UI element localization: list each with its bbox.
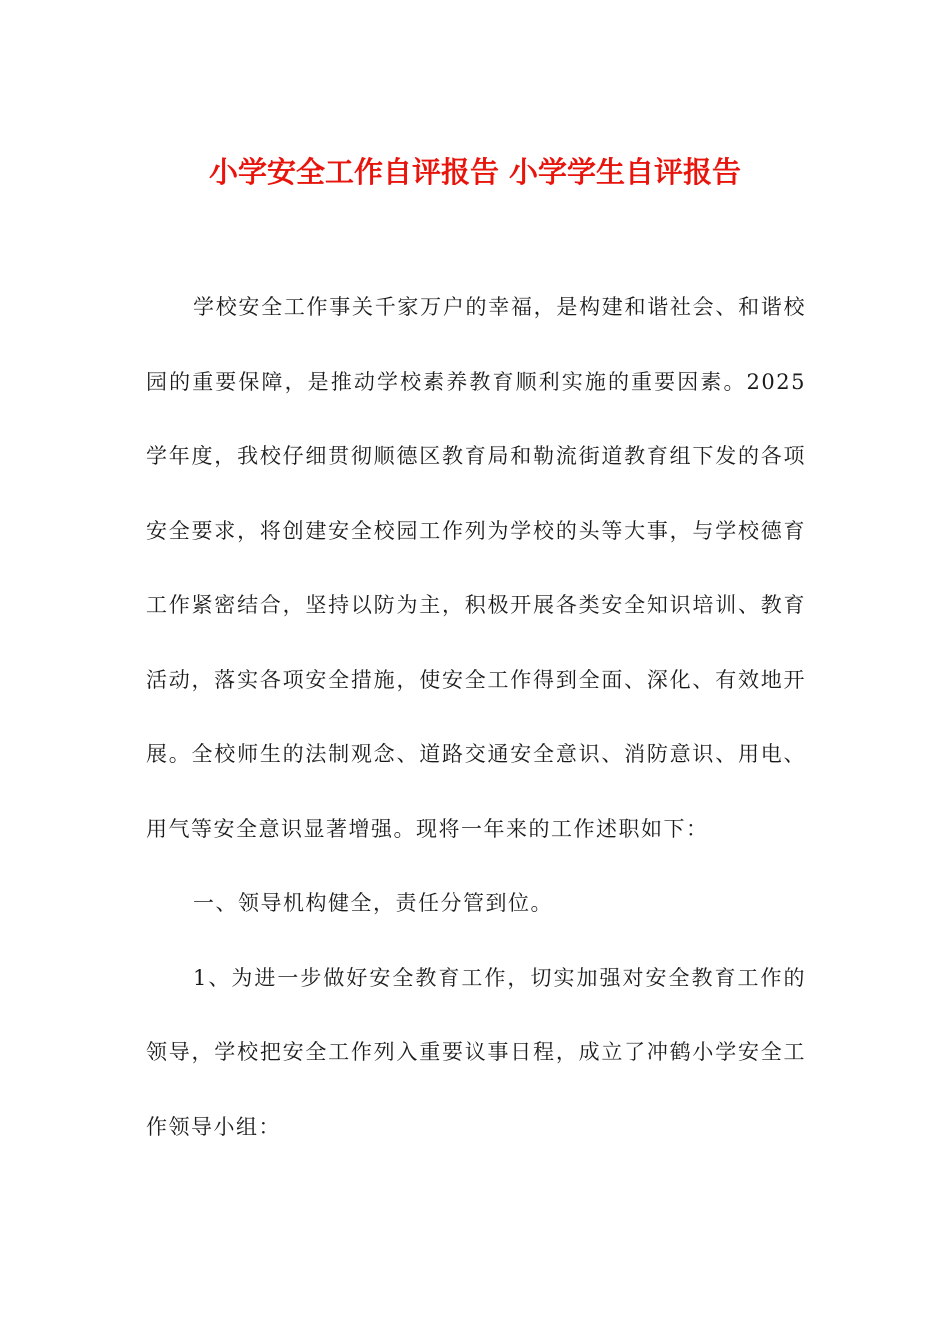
document-title: 小学安全工作自评报告 小学学生自评报告	[208, 155, 742, 189]
paragraph-item-1: 1、为进一步做好安全教育工作，切实加强对安全教育工作的领导，学校把安全工作列入重要议事日程，成立了冲鹤小学安全工作领导小组：	[146, 965, 806, 1139]
paragraph-section-heading: 一、领导机构健全，责任分管到位。	[193, 891, 553, 915]
document-body	[146, 270, 806, 1164]
paragraph-intro: 学校安全工作事关千家万户的幸福，是构建和谐社会、和谐校园的重要保障，是推动学校素养教育顺利实施的重要因素。2025学年度，我校仔细贯彻顺德区教育局和勒流街道教育组下发的各项安全要求，将创建安全校园工作列为学校的头等大事，与学校德育工作紧密结合，坚持以防为主，积极开展各类安全知识培训、教育活动，落实各项安全措施，使安全工作得到全面、深化、有效地开展。全校师生的法制观念、道路交通安全意识、消防意识、用电、用气等安全意识显著增强。现将一年来的工作述职如下：	[146, 295, 806, 841]
